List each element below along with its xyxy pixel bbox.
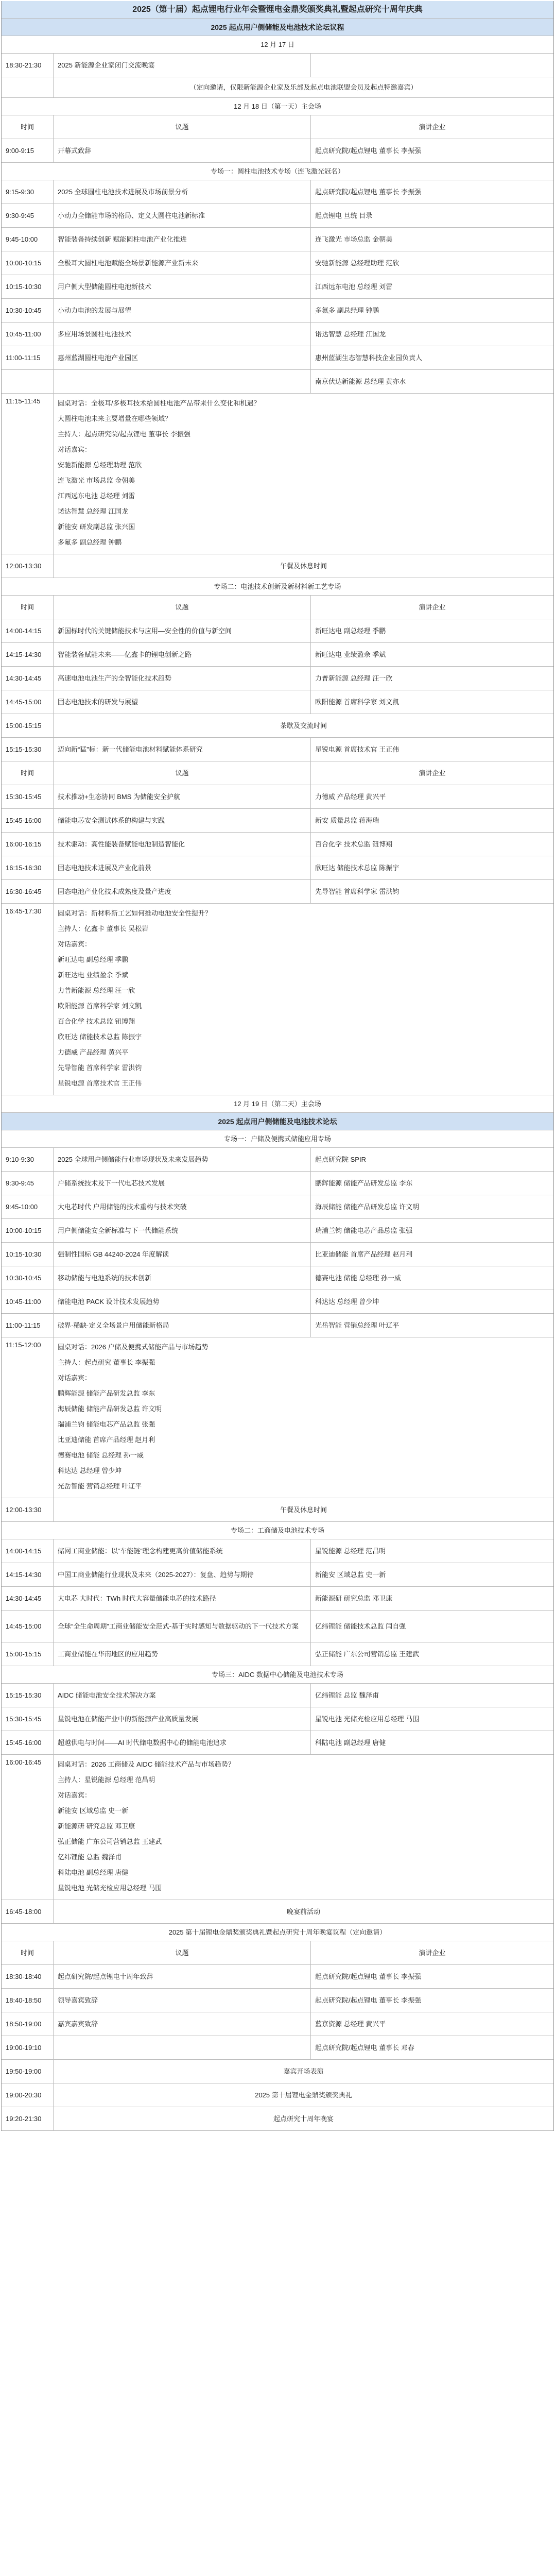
time-cell: 19:50-19:00 [6,2067,42,2075]
org-cell: 演讲企业 [310,1941,553,1964]
time-cell: 10:00-10:15 [6,259,42,267]
topic-cell: 2025 第十届锂电金鼎奖颁奖典礼 [53,2083,553,2107]
time-cell: 18:30-18:40 [6,1972,42,1980]
column-header-row [2,596,553,619]
panel-line: 鹏辉能源 储能产品研发总监 李东 [58,1389,155,1397]
time-cell: 10:45-11:00 [6,330,41,338]
agenda-table [1,1,554,2131]
agenda-row [2,2012,553,2036]
panel-line: 海辰储能 储能产品研发总监 许文明 [58,1405,162,1413]
org-cell: 起点研究院/起点锂电 董事长 邓春 [310,2036,553,2059]
topic-cell: 小动力电池的发展与展望 [53,299,310,322]
org-cell: 新安 质量总监 蒋海瑞 [310,809,553,832]
time-cell: 15:45-16:00 [6,1738,42,1747]
org-cell: 瑞浦兰钧 储能电芯产品总监 张强 [310,1219,553,1242]
session-header-text: 12 月 18 日（第一天）主会场 [234,102,321,110]
agenda-row [2,856,553,880]
agenda-row [2,1989,553,2012]
topic-cell: 储网工商业储能：以“车能链”理念构建更高价值储能系统 [53,1539,310,1563]
org-cell: 新能源研 研究总监 邓卫康 [310,1587,553,1610]
session-header-text: 12 月 19 日（第二天）主会场 [234,1099,321,1108]
time-cell: 19:20-21:30 [6,2114,42,2123]
topic-cell: 2025 全球用户侧储能行业市场现状及未来发展趋势 [53,1148,310,1171]
panel-line: 弘正储能 广东公司营销总监 王建武 [58,1838,162,1845]
session-header-text: 专场一：户储及便携式储能应用专场 [223,1134,331,1143]
time-cell: 19:00-20:30 [6,2091,42,2099]
panel-line: 新能安 区域总监 史一新 [58,1807,129,1815]
org-cell: 蓝京资源 总经理 黄兴平 [310,2012,553,2036]
org-cell: 惠州蓝湖生态智慧科技企业园负责人 [310,346,553,369]
agenda-row [2,2036,553,2060]
session-header [2,578,553,596]
time-cell: 10:30-10:45 [6,1274,42,1282]
topic-cell [53,370,310,393]
agenda-row [2,1900,553,1924]
panel-line: 新能源研 研究总监 邓卫康 [58,1822,135,1830]
time-cell: 9:45-10:00 [6,235,38,243]
topic-cell: 移动储能与电池系统的技术创新 [53,1266,310,1290]
time-cell: 14:00-14:15 [6,1547,42,1555]
session-header [2,36,553,54]
agenda-row [2,1219,553,1243]
org-cell [310,54,553,77]
agenda-row [2,204,553,228]
panel-line: 主持人：起点研究院/起点锂电 董事长 李振强 [58,430,190,438]
session-header-text: 专场三：AIDC 数据中心储能及电池技术专场 [212,1670,343,1679]
time-cell: 11:00-11:15 [6,1321,41,1329]
panel-line: 力普新能源 总经理 汪一欣 [58,987,135,994]
org-cell: 星锐能源 总经理 范昌明 [310,1539,553,1563]
agenda-row [2,346,553,370]
org-cell: 先导智能 首席科学家 雷洪钧 [310,880,553,903]
time-cell: 时间 [20,769,34,777]
session-header-text: 专场二：工商储及电池技术专场 [230,1526,324,1534]
org-cell: 起点研究院/起点锂电 董事长 李振强 [310,1965,553,1988]
org-cell: 星锐电源 首席技术官 王正伟 [310,738,553,761]
panel-row [2,904,553,1095]
org-cell: 科陆电池 副总经理 唐健 [310,1731,553,1754]
session-header [2,1095,553,1113]
time-cell: 9:30-9:45 [6,211,34,219]
section-title-text: 2025 起点用户侧储能及电池技术论坛 [218,1117,337,1126]
agenda-row [2,714,553,738]
time-cell: 时间 [20,1948,34,1957]
agenda-row [2,880,553,904]
panel-line: 江西远东电池 总经理 刘雷 [58,492,135,500]
topic-cell: 多应用场景圆柱电池技术 [53,323,310,346]
panel-row [2,1337,553,1498]
topic-cell: 全球“全生命周期”工商业储能安全范式-基于实时感知与数据驱动的下一代技术方案 [53,1611,310,1642]
topic-cell: 技术推动+生态协同 BMS 为储能安全护航 [53,785,310,808]
panel-row [2,1755,553,1900]
panel-line: 对话嘉宾： [58,1374,92,1382]
panel-line: 圆桌对话：全极耳/多极耳技术给圆柱电池产品带来什么变化和机遇？ [58,399,260,407]
agenda-row [2,1684,553,1707]
session-header-text: 专场二：电池技术创新及新材料新工艺专场 [214,582,341,590]
time-cell: 16:00-16:45 [6,1758,42,1766]
agenda-row [2,738,553,761]
panel-cell [53,1755,553,1900]
time-cell: 15:00-15:15 [6,721,42,730]
topic-cell: 全极耳大圆柱电池赋能全场景新能源产业新未来 [53,251,310,275]
agenda-row [2,1563,553,1587]
panel-cell [53,904,553,1095]
time-cell: 9:15-9:30 [6,188,34,196]
panel-line: 圆桌对话：2026 户储及便携式储能产品与市场趋势 [58,1343,208,1351]
section-title [2,19,553,36]
topic-cell: 用户侧储能安全新标准与下一代储能系统 [53,1219,310,1242]
agenda-row [2,1243,553,1266]
panel-line: 德赛电池 储能 总经理 孙一威 [58,1451,144,1459]
column-header-row [2,115,553,139]
column-header-row [2,1941,553,1965]
panel-line: 对话嘉宾： [58,446,92,453]
agenda-row [2,251,553,275]
topic-cell: 大电芯 大时代：TWh 时代大容量储能电芯的技术路径 [53,1587,310,1610]
topic-cell: 领导嘉宾致辞 [53,1989,310,2012]
page-title [2,1,553,19]
time-cell: 16:15-16:30 [6,863,42,872]
time-cell: 9:30-9:45 [6,1179,34,1187]
time-cell: 11:15-12:00 [6,1341,41,1349]
session-header-text: 2025 第十届锂电金鼎奖颁奖典礼暨起点研究十周年晚宴议程（定向邀请） [168,1928,387,1936]
topic-cell [53,2036,310,2059]
time-cell: 14:30-14:45 [6,674,42,682]
panel-line: 瑞浦兰钧 储能电芯产品总监 张强 [58,1420,155,1428]
agenda-row [2,1965,553,1989]
panel-row [2,394,553,554]
agenda-row [2,1707,553,1731]
agenda-row [2,1642,553,1666]
time-cell: 14:00-14:15 [6,626,42,635]
topic-cell: 户储系统技术及下一代电芯技术发展 [53,1172,310,1195]
panel-line: 力德威 产品经理 黄兴平 [58,1048,129,1056]
session-header [2,98,553,115]
section-title [2,1113,553,1130]
topic-cell: 智能装备持续创新 赋能圆柱电池产业化推进 [53,228,310,251]
agenda-row [2,1314,553,1337]
org-cell: 鹏辉能源 储能产品研发总监 李东 [310,1172,553,1195]
org-cell: 江西远东电池 总经理 刘雷 [310,275,553,298]
column-header-row [2,761,553,785]
topic-cell: 议题 [53,596,310,619]
topic-cell: 起点研究院/起点锂电十周年致辞 [53,1965,310,1988]
agenda-row [2,809,553,833]
topic-cell: 新国标时代的关键储能技术与应用—安全性的价值与新空间 [53,619,310,642]
time-cell: 10:00-10:15 [6,1226,42,1234]
agenda-row [2,139,553,163]
agenda-row [2,554,553,578]
panel-line: 欧阳能源 首席科学家 刘文凯 [58,1002,142,1010]
time-cell: 18:30-21:30 [6,61,42,69]
time-cell: 19:00-19:10 [6,2043,42,2052]
org-cell: 起点研究院/起点锂电 董事长 李振强 [310,1989,553,2012]
page-title-text: 2025（第十届）起点锂电行业年会暨锂电金鼎奖颁奖典礼暨起点研究十周年庆典 [132,5,423,14]
agenda-row [2,643,553,667]
time-cell: 时间 [20,123,34,131]
agenda-row [2,1498,553,1522]
topic-cell: 固态电池技术进展及产业化前景 [53,856,310,879]
topic-cell: 惠州蓝湖圆柱电池产业园区 [53,346,310,369]
time-cell: 14:15-14:30 [6,1570,42,1579]
org-cell: 南京伏达新能源 总经理 黄亦水 [310,370,553,393]
agenda-row [2,785,553,809]
time-cell: 11:15-11:45 [6,397,41,405]
org-cell: 起点锂电 旦统 目录 [310,204,553,227]
time-cell [2,370,53,393]
org-cell: 演讲企业 [310,761,553,785]
topic-cell: 2025 新能源企业家闭门交流晚宴 [53,54,310,77]
org-cell: 光岳智能 营销总经理 叶辽平 [310,1314,553,1337]
panel-line: 主持人：亿鑫卡 董事长 吴松岩 [58,925,149,933]
topic-cell: 固态电池产业化技术成熟度及量产进度 [53,880,310,903]
topic-cell: 开幕式致辞 [53,139,310,162]
org-cell: 连飞激光 市场总监 金朝美 [310,228,553,251]
panel-line: 星锐电池 光储充检应用总经理 马围 [58,1884,162,1892]
time-cell: 16:45-18:00 [6,1907,42,1916]
note-row [2,77,553,98]
agenda-row [2,323,553,346]
topic-cell: 工商业储能在华南地区的应用趋势 [53,1642,310,1666]
panel-line: 安驰新能源 总经理助理 范欣 [58,461,142,469]
topic-cell: 茶歇及交流时间 [53,714,553,737]
org-cell: 亿纬锂能 总监 魏泽甫 [310,1684,553,1707]
time-cell: 16:30-16:45 [6,887,42,895]
topic-cell: 嘉宾开场表演 [53,2060,553,2083]
time-cell [2,77,53,97]
org-cell: 欣旺达 储能技术总监 陈振宇 [310,856,553,879]
panel-line: 科达达 总经理 曾少坤 [58,1467,122,1475]
panel-line: 星锐电源 首席技术官 王正伟 [58,1079,142,1087]
time-cell: 9:10-9:30 [6,1155,34,1163]
time-cell: 15:00-15:15 [6,1650,42,1658]
topic-cell: 晚宴前活动 [53,1900,553,1923]
panel-line: 百合化学 技术总监 钮博翔 [58,1018,135,1025]
agenda-row [2,228,553,251]
agenda-row [2,180,553,204]
agenda-row [2,370,553,394]
panel-line: 对话嘉宾： [58,940,92,948]
topic-cell: 大电芯时代 户用储能的技术重构与技术突破 [53,1195,310,1218]
session-header-text: 12 月 17 日 [260,40,294,48]
time-cell: 18:50-19:00 [6,2020,42,2028]
panel-line: 光岳智能 营销总经理 叶辽平 [58,1482,142,1490]
time-cell: 14:15-14:30 [6,650,42,658]
agenda-row [2,2060,553,2083]
time-cell: 10:15-10:30 [6,1250,42,1258]
agenda-row [2,1290,553,1314]
org-cell: 新旺达电 副总经理 季鹏 [310,619,553,642]
org-cell: 德赛电池 储能 总经理 孙一威 [310,1266,553,1290]
org-cell: 科达达 总经理 曾少坤 [310,1290,553,1313]
org-cell: 起点研究院/起点锂电 董事长 李振强 [310,139,553,162]
topic-cell: 技术驱动：高性能装备赋能电池制造智能化 [53,833,310,856]
org-cell: 诺达智慧 总经理 江国龙 [310,323,553,346]
time-cell: 9:00-9:15 [6,146,34,155]
panel-line: 圆桌对话：新材料新工艺如何推动电池安全性提升？ [58,909,212,917]
topic-cell: 固态电池技术的研发与展望 [53,690,310,714]
panel-line: 欣旺达 储能技术总监 陈振宇 [58,1033,142,1041]
org-cell: 弘正储能 广东公司营销总监 王建武 [310,1642,553,1666]
time-cell: 11:00-11:15 [6,353,41,362]
panel-cell [53,1337,553,1498]
panel-line: 新旺达电 副总经理 季鹏 [58,956,129,963]
time-cell: 15:30-15:45 [6,1715,42,1723]
org-cell: 欧阳能源 首席科学家 刘文凯 [310,690,553,714]
time-cell: 15:30-15:45 [6,792,42,801]
org-cell: 海辰储能 储能产品研发总监 许文明 [310,1195,553,1218]
agenda-row [2,619,553,643]
time-cell: 9:45-10:00 [6,1202,38,1211]
agenda-row [2,299,553,323]
time-cell: 时间 [20,603,34,611]
agenda-row [2,690,553,714]
time-cell: 14:30-14:45 [6,1594,42,1602]
topic-cell: 破界·稀缺·定义全场景户用储能新格局 [53,1314,310,1337]
session-header [2,163,553,180]
topic-cell: 中国工商业储能行业现状及未来（2025-2027）：复盘、趋势与期待 [53,1563,310,1586]
time-cell: 10:15-10:30 [6,282,42,291]
time-cell: 14:45-15:00 [6,698,42,706]
time-cell: 14:45-15:00 [6,1622,42,1630]
topic-cell: 高速电池电池生产的全智能化技术趋势 [53,667,310,690]
topic-cell: 起点研究十周年晚宴 [53,2107,553,2130]
time-cell: 12:00-13:30 [6,562,42,570]
org-cell: 亿纬锂能 储能技术总监 闫自强 [310,1611,553,1642]
topic-cell: 用户侧大型储能圆柱电池新技术 [53,275,310,298]
org-cell: 百合化学 技术总监 钮博翔 [310,833,553,856]
agenda-row [2,1148,553,1172]
agenda-row [2,1172,553,1195]
panel-line: 新能安 研发副总监 张兴国 [58,523,135,531]
time-cell: 16:00-16:15 [6,840,42,848]
topic-cell: 午餐及休息时间 [53,1498,553,1521]
agenda-row [2,275,553,299]
panel-cell [53,394,553,554]
agenda-row [2,1731,553,1755]
org-cell: 新能安 区域总监 史一新 [310,1563,553,1586]
org-cell: 比亚迪储能 首席产品经理 赵月利 [310,1243,553,1266]
org-cell: 力德威 产品经理 黄兴平 [310,785,553,808]
time-cell: 12:00-13:30 [6,1505,42,1514]
time-cell: 10:30-10:45 [6,306,42,314]
agenda-row [2,1195,553,1219]
agenda-row [2,2107,553,2131]
section-title-text: 2025 起点用户侧储能及电池技术论坛议程 [211,23,344,31]
topic-cell: 小动力全储能市场的格局、定义大圆柱电池新标准 [53,204,310,227]
panel-line: 连飞激光 市场总监 金朝美 [58,477,135,484]
org-cell: 演讲企业 [310,115,553,139]
topic-cell: 议题 [53,1941,310,1964]
org-cell: 力普新能源 总经理 汪一欣 [310,667,553,690]
panel-line: 主持人：星锐能源 总经理 范昌明 [58,1776,155,1784]
org-cell: 起点研究院/起点锂电 董事长 李振强 [310,180,553,204]
session-header [2,1666,553,1684]
topic-cell: 超越供电与时间——AI 时代储电数据中心的储能电池追求 [53,1731,310,1754]
session-header [2,1924,553,1941]
panel-line: 科陆电池 副总经理 唐健 [58,1869,129,1876]
org-cell: 演讲企业 [310,596,553,619]
agenda-row [2,54,553,77]
org-cell: 安驰新能源 总经理助理 范欣 [310,251,553,275]
org-cell: 新旺达电 业绩盈余 季斌 [310,643,553,666]
org-cell: 星锐电池 光储充检应用总经理 马围 [310,1707,553,1731]
panel-line: 大圆柱电池未来主要增量在哪些领域？ [58,415,172,422]
session-header [2,1130,553,1148]
time-cell: 16:45-17:30 [6,907,42,915]
agenda-row [2,833,553,856]
agenda-rows [2,19,553,2131]
panel-line: 主持人：起点研究 董事长 李振强 [58,1359,155,1366]
time-cell: 10:45-11:00 [6,1297,41,1306]
panel-line: 比亚迪储能 首席产品经理 赵月利 [58,1436,155,1444]
time-cell: 15:15-15:30 [6,1691,42,1699]
note-cell: （定向邀请，仅限新能源企业家及乐部及起点电池联盟会员及起点特邀嘉宾） [53,77,553,97]
session-header-text: 专场一：圆柱电池技术专场（连飞激光冠名） [210,167,344,175]
session-header [2,1522,553,1539]
time-cell: 15:15-15:30 [6,745,42,753]
org-cell: 起点研究院 SPIR [310,1148,553,1171]
agenda-row [2,1539,553,1563]
topic-cell: 智能装备赋能未来——亿鑫卡的锂电创新之路 [53,643,310,666]
topic-cell: 储能电芯安全测试体系的构建与实践 [53,809,310,832]
topic-cell: 午餐及休息时间 [53,554,553,578]
panel-line: 圆桌对话：2026 工商储及 AIDC 储能技术产品与市场趋势？ [58,1760,235,1768]
topic-cell: AIDC 储能电池安全技术解决方案 [53,1684,310,1707]
topic-cell: 强制性国标 GB 44240-2024 年度解读 [53,1243,310,1266]
panel-line: 对话嘉宾： [58,1791,92,1799]
agenda-row [2,2083,553,2107]
topic-cell: 嘉宾嘉宾致辞 [53,2012,310,2036]
agenda-row [2,1587,553,1611]
topic-cell: 2025 全球圆柱电池技术进展及市场前景分析 [53,180,310,204]
panel-line: 诺达智慧 总经理 江国龙 [58,507,129,515]
time-cell: 18:40-18:50 [6,1996,42,2004]
topic-cell: 议题 [53,115,310,139]
panel-line: 新旺达电 业绩盈余 季斌 [58,971,129,979]
agenda-row [2,667,553,690]
panel-line: 先导智能 首席科学家 雷洪钧 [58,1064,142,1072]
topic-cell: 星锐电池在储能产业中的新能源产业高质量发展 [53,1707,310,1731]
agenda-row [2,1611,553,1642]
time-cell: 15:45-16:00 [6,816,42,824]
agenda-row [2,1266,553,1290]
topic-cell: 议题 [53,761,310,785]
panel-line: 亿纬锂能 总监 魏泽甫 [58,1853,122,1861]
topic-cell: 储能电池 PACK 设计技术发展趋势 [53,1290,310,1313]
org-cell: 多氟多 副总经理 钟鹏 [310,299,553,322]
topic-cell: 迈向新“猛”标：新一代储能电池材料赋能体系研究 [53,738,310,761]
panel-line: 多氟多 副总经理 钟鹏 [58,538,122,546]
